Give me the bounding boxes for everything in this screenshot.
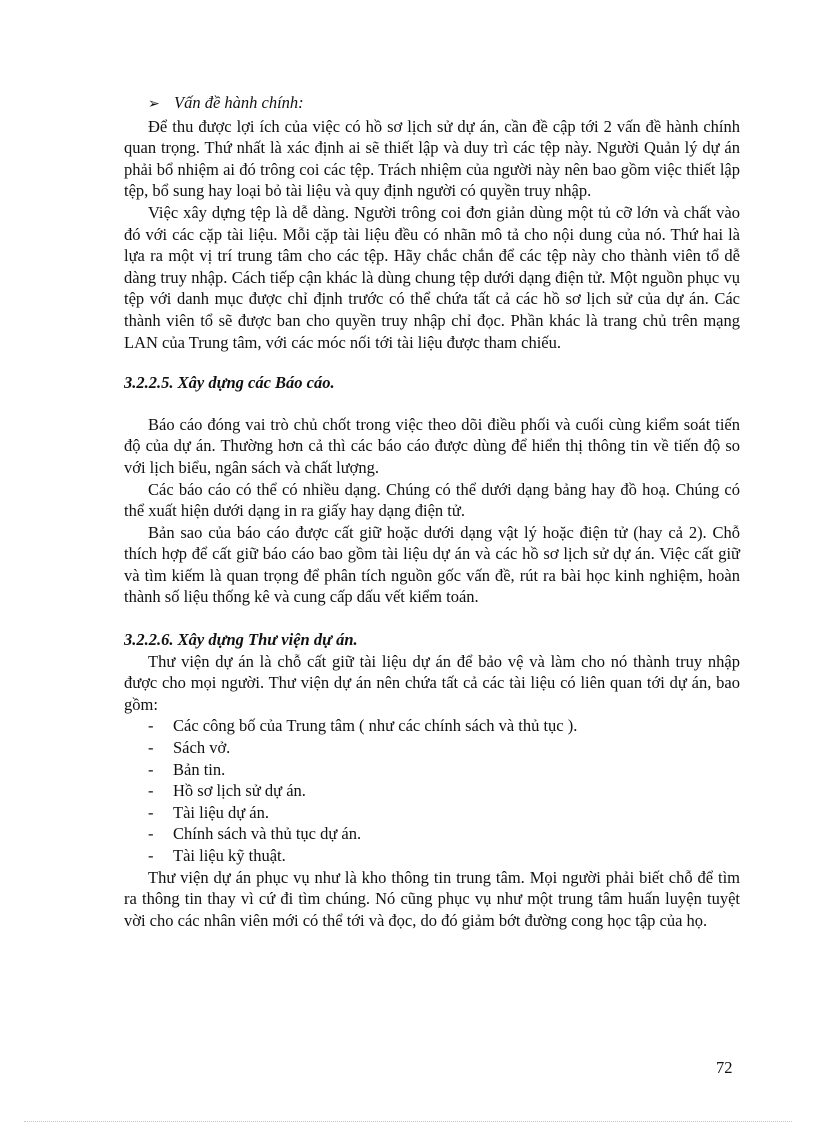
paragraph: Thư viện dự án phục vụ như là kho thông tin trung tâm. Mọi người phải biết chỗ để tìm ra thông tin thay vì cứ đi tìm chúng. Nó cũng phục vụ như một trung tâm huấn luyện tuyệt vời cho các nhân viên mới có thể tới và đọc, do đó giảm bớt đường cong học tập của họ. [124, 867, 740, 930]
paragraph: Báo cáo đóng vai trò chủ chốt trong việc theo dõi điều phối và cuối cùng kiểm soát tiến độ của dự án. Thường hơn cả thì các báo cáo được dùng để hiển thị thông tin về tiến độ so với lịch biểu, ngân sách và chất lượng. [124, 414, 740, 477]
paragraph: Để thu được lợi ích của việc có hồ sơ lịch sử dự án, cần đề cập tới 2 vấn đề hành chính quan trọng. Thứ nhất là xác định ai sẽ thiết lập và duy trì các tệp này. Người Quản lý dự án phải bổ nhiệm ai đó trông coi các tệp. Trách nhiệm của người này nên bao gồm việc thiết lập tệp, bổ sung hay loại bỏ tài liệu và quy định người có quyền truy nhập. [124, 116, 740, 201]
section-title-reports: 3.2.2.5. Xây dựng các Báo cáo. [124, 373, 335, 393]
admin-heading-text: Vấn đề hành chính: [174, 93, 304, 112]
list-item: - Các công bố của Trung tâm ( như các chính sách và thủ tục ). [148, 716, 578, 736]
page-content [124, 92, 740, 931]
paragraph: Bản sao của báo cáo được cất giữ hoặc dưới dạng vật lý hoặc điện tử (hay cả 2). Chỗ thích hợp để cất giữ báo cáo bao gồm tài liệu dự án và các hồ sơ lịch sử dự án. Việc cất giữ và tìm kiếm là quan trọng để phân tích nguồn gốc vấn đề, rút ra bài học kinh nghiệm, hoàn thành số liệu thống kê và cung cấp dấu vết kiểm toán. [124, 522, 740, 607]
list-item: - Tài liệu dự án. [148, 802, 269, 822]
list-item: - Hồ sơ lịch sử dự án. [148, 781, 306, 801]
list-item: - Sách vở. [148, 738, 231, 758]
list-item: - Tài liệu kỹ thuật. [148, 846, 286, 865]
paragraph: Việc xây dựng tệp là dễ dàng. Người trông coi đơn giản dùng một tủ cỡ lớn và chất vào đó với các cặp tài liệu. Mỗi cặp tài liệu đều có nhãn mô tả cho nội dung của nó. Thứ hai là lựa ra một vị trí trung tâm cho các tệp. Hãy chắc chắn để các tệp này cho thành viên tổ dễ dàng truy nhập. Cách tiếp cận khác là dùng chung tệp dưới dạng điện tử. Một nguồn phục vụ tệp với danh mục được chỉ định trước có thể chứa tất cả các hồ sơ lịch sử của dự án. Các thành viên tổ sẽ được ban cho quyền truy nhập chỉ đọc. Phần khác là trang chủ trên mạng LAN của Trung tâm, với các móc nối tới tài liệu được tham chiếu. [124, 202, 740, 352]
library-item-list [124, 715, 740, 866]
section-title-library: 3.2.2.6. Xây dựng Thư viện dự án. [124, 630, 358, 650]
list-item: - Chính sách và thủ tục dự án. [148, 824, 362, 844]
paragraph: Thư viện dự án là chỗ cất giữ tài liệu dự án để bảo vệ và làm cho nó thành truy nhập được cho mọi người. Thư viện dự án nên chứa tất cả các tài liệu có liên quan tới dự án, bao gồm: [124, 651, 740, 714]
page-bottom-divider [24, 1121, 792, 1122]
page-number: 72 [716, 1058, 733, 1077]
list-item: - Bản tin. [148, 759, 226, 779]
arrow-bullet-icon: ➢ [148, 97, 160, 112]
paragraph: Các báo cáo có thể có nhiều dạng. Chúng có thể dưới dạng bảng hay đồ hoạ. Chúng có thể xuất hiện dưới dạng in ra giấy hay dạng điện tử. [124, 479, 740, 521]
admin-heading [124, 92, 740, 116]
